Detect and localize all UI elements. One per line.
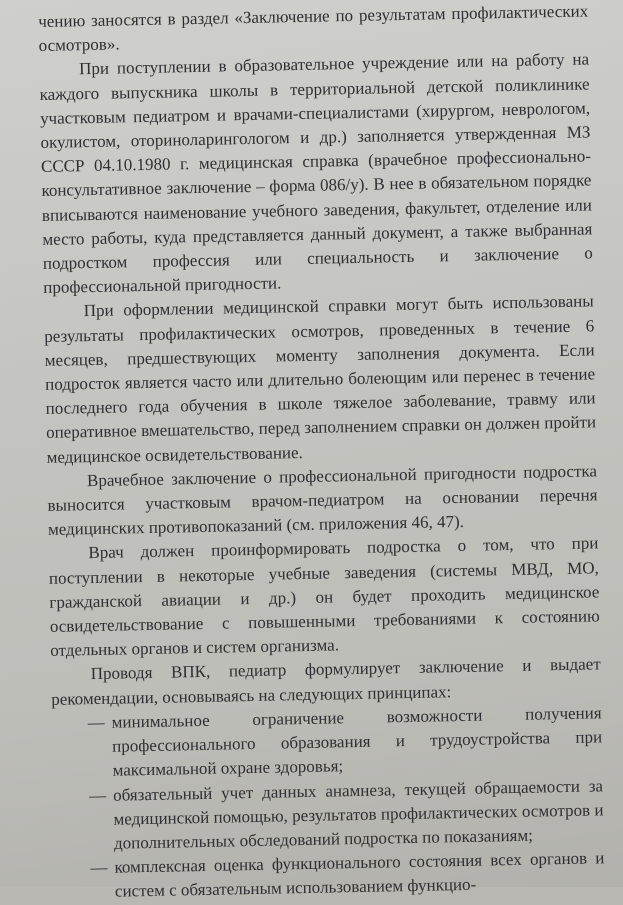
- paragraph-fitness-conclusion: Врачебное заключение о профессиональной пригодности подростка выносится участковым врачом-педиатром на основании перечня медицинских противопоказаний (см. приложения 46, 47).: [47, 461, 598, 540]
- paragraph-doctor-inform: Врач должен проинформировать подростка о том, что при поступлении в некоторые учебные заведения (системы МВД, МО, гражданской авиации и др.) он будет проходить медицинское освидетельствование с повышенными требованиями к состоянию отдельных органов и систем организма.: [48, 533, 600, 661]
- list-dash: —: [87, 712, 105, 733]
- paragraph-certificate-preparation: При оформлении медицинской справки могут быть использованы результаты профилактических осмотров, проведенных в течение 6 месяцев, предшествующих моменту заполнения документа. Если подросток является часто или длительно болеющим или перенес в течение последнего года обучения в школе тяжелое заболевание, травму или оперативное вмешательство, перед заполнением справки он должен пройти медицинское освидетельствование.: [44, 291, 597, 467]
- list-dash: —: [90, 857, 108, 878]
- paragraph-principles-intro: Проводя ВПК, педиатр формулирует заключение и выдает рекомендации, основываясь на следующих принципах:: [51, 654, 601, 709]
- list-item-text: обязательный учет данных анамнеза, текущей обращаемости за медицинской помощью, результатов профилактических осмотров и дополнительных обследований подростка по показаниям;: [112, 775, 604, 853]
- list-item: [53, 774, 604, 857]
- list-item: [51, 701, 602, 784]
- list-item-text: комплексная оценка функционального состояния всех органов и систем с обязательным использованием функцио-: [114, 848, 605, 901]
- list-item-text: минимальное ограничение возможности получения профессионального образования и трудоустройства при максимальной охране здоровья;: [111, 703, 603, 781]
- page-text: [38, 0, 605, 905]
- list-dash: —: [88, 785, 107, 805]
- paragraph-continuation: чению заносятся в раздел «Заключение по результатам профилактических осмотров».: [38, 1, 589, 56]
- paragraph-admission-certificate: При поступлении в образовательное учреждение или на работу на каждого выпускника школы в территориальной детской поликлинике участковым педиатром и врачами-специалистами (хирургом, неврологом, окулистом, оториноларингологом и др.) заполняется утвержденная МЗ СССР 04.10.1980 г. медицинская справка (врачебное профессионально-консультативное заключение – форма 086/у). В нее в обязательном порядке вписываются наименование учебного заведения, факультет, отделение или место работы, куда представляется данный документ, а также выбранная подростком профессия или специальность и заключение о профессиональной пригодности.: [39, 49, 593, 298]
- principles-list: [51, 701, 605, 905]
- list-item: [54, 846, 605, 905]
